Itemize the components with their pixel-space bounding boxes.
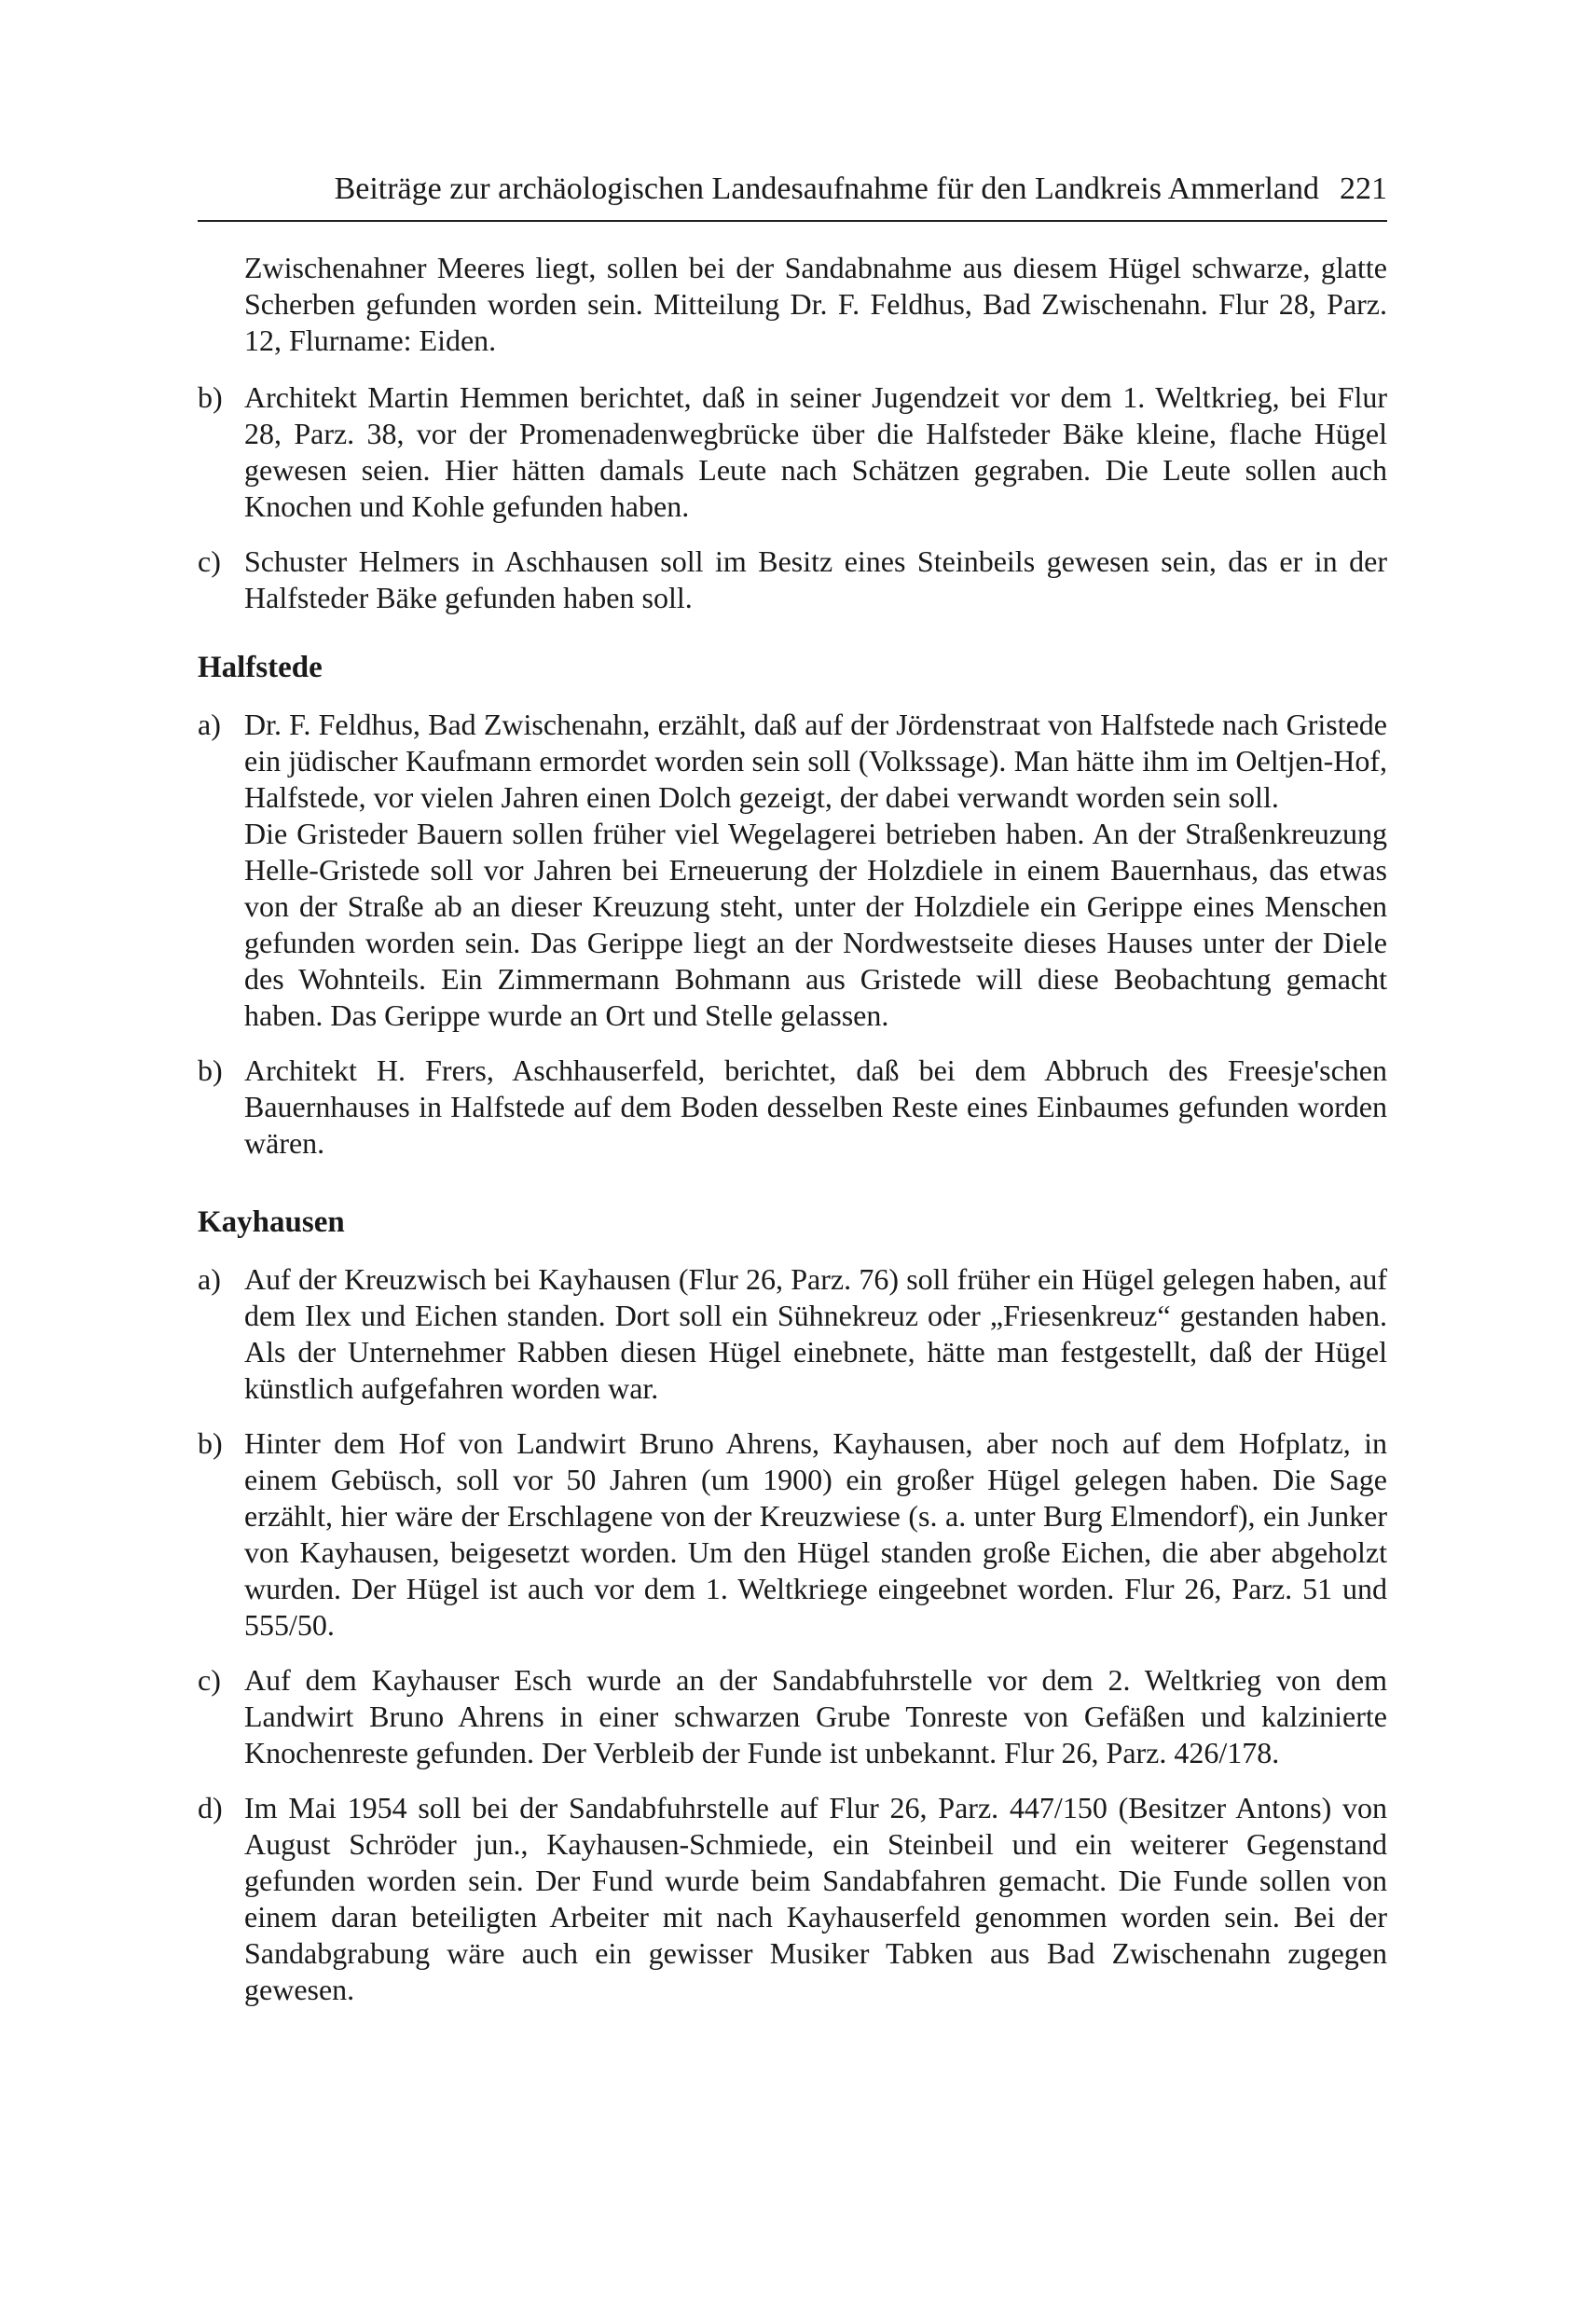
paragraph: Architekt Martin Hemmen berichtet, daß in seiner Jugendzeit vor dem 1. Weltkrieg, bei Flur 28, Parz. 38, vor der Promenadenwegbrücke über die Halfsteder Bäke kleine, flache Hügel gewesen seien. Hier hätten damals Leute nach Schätzen gegraben. Die Leute sollen auch Knochen und Kohle gefunden haben.: [244, 380, 1387, 523]
paragraph: Architekt H. Frers, Aschhauserfeld, berichtet, daß bei dem Abbruch des Freesje'schen Bauernhauses in Halfstede auf dem Boden desselben Reste eines Einbaumes gefunden worden wären.: [244, 1053, 1387, 1160]
paragraph: Dr. F. Feldhus, Bad Zwischenahn, erzählt, daß auf der Jördenstraat von Halfstede nach Gristede ein jüdischer Kaufmann ermordet worden sein soll (Volkssage). Man hätte ihm im Oeltjen-Hof, Halfstede, vor vielen Jahren einen Dolch gezeigt, der dabei verwandt worden sein soll.: [244, 708, 1387, 814]
section-heading-kayhausen: Kayhausen: [198, 1205, 345, 1239]
item-marker: c): [198, 544, 221, 578]
paragraph: Auf dem Kayhauser Esch wurde an der Sandabfuhrstelle vor dem 2. Weltkrieg von dem Landwirt Bruno Ahrens in einer schwarzen Grube Tonreste von Gefäßen und kalzinierte Knochenreste gefunden. Der Verbleib der Funde ist unbekannt. Flur 26, Parz. 426/178.: [244, 1663, 1387, 1769]
list-item: [198, 1425, 1387, 1644]
item-marker: c): [198, 1663, 221, 1697]
page-content: [198, 250, 1387, 2008]
list-item: [198, 1261, 1387, 1407]
paragraph: Die Gristeder Bauern sollen früher viel Wegelagerei betrieben haben. An der Straßenkreuzung Helle-Gristede soll vor Jahren bei Erneuerung der Holzdiele in einem Bauernhaus, das etwas von der Straße ab an dieser Kreuzung steht, unter der Holzdiele ein Gerippe eines Menschen gefunden worden sein. Das Gerippe liegt an der Nordwestseite dieses Hauses unter der Diele des Wohnteils. Ein Zimmermann Bohmann aus Gristede will diese Beobachtung gemacht haben. Das Gerippe wurde an Ort und Stelle gelassen.: [244, 817, 1387, 1032]
item-marker: a): [198, 1262, 221, 1296]
paragraph: Hinter dem Hof von Landwirt Bruno Ahrens, Kayhausen, aber noch auf dem Hofplatz, in einem Gebüsch, soll vor 50 Jahren (um 1900) ein großer Hügel gelegen haben. Die Sage erzählt, hier wäre der Erschlagene von der Kreuzwiese (s. a. unter Burg Elmendorf), ein Junker von Kayhausen, beigesetzt worden. Um den Hügel standen große Eichen, die aber abgeholzt wurden. Der Hügel ist auch vor dem 1. Weltkriege eingeebnet worden. Flur 26, Parz. 51 und 555/50.: [244, 1426, 1387, 1642]
item-marker: b): [198, 1053, 223, 1087]
item-marker: d): [198, 1791, 223, 1824]
list-item: [198, 1053, 1387, 1162]
page-number: 221: [1340, 172, 1387, 206]
paragraph: Schuster Helmers in Aschhausen soll im Besitz eines Steinbeils gewesen sein, das er in der Halfsteder Bäke gefunden haben soll.: [244, 544, 1387, 614]
list-item: [198, 707, 1387, 1034]
running-head-title: Beiträge zur archäologischen Landesaufnahme für den Landkreis Ammerland: [334, 172, 1319, 206]
running-head: [198, 158, 1387, 222]
paragraph: Auf der Kreuzwisch bei Kayhausen (Flur 26, Parz. 76) soll früher ein Hügel gelegen haben, auf dem Ilex und Eichen standen. Dort soll ein Sühnekreuz oder „Friesenkreuz“ gestanden haben. Als der Unternehmer Rabben diesen Hügel einebnete, hätte man festgestellt, daß der Hügel künstlich aufgefahren worden war.: [244, 1262, 1387, 1405]
item-marker: b): [198, 1426, 223, 1460]
list-item: [198, 1790, 1387, 2008]
list-item: [198, 544, 1387, 616]
list-item: [198, 250, 1387, 359]
item-marker: a): [198, 708, 221, 741]
section-heading-halfstede: Halfstede: [198, 651, 323, 684]
paragraph: Im Mai 1954 soll bei der Sandabfuhrstelle auf Flur 26, Parz. 447/150 (Besitzer Antons) von August Schröder jun., Kayhausen-Schmiede, ein Steinbeil und ein weiterer Gegenstand gefunden worden sein. Der Fund wurde beim Sandabfahren gemacht. Die Funde sollen von einem daran beteiligten Arbeiter mit nach Kayhauserfeld genommen worden sein. Bei der Sandabgrabung wäre auch ein gewisser Musiker Tabken aus Bad Zwischenahn zugegen gewesen.: [244, 1791, 1387, 2006]
list-item: [198, 1662, 1387, 1771]
paragraph: Zwischenahner Meeres liegt, sollen bei der Sandabnahme aus diesem Hügel schwarze, glatte Scherben gefunden worden sein. Mitteilung Dr. F. Feldhus, Bad Zwischenahn. Flur 28, Parz. 12, Flurname: Eiden.: [244, 251, 1387, 357]
item-marker: b): [198, 380, 223, 414]
document-page: [198, 158, 1387, 2027]
list-item: [198, 379, 1387, 525]
